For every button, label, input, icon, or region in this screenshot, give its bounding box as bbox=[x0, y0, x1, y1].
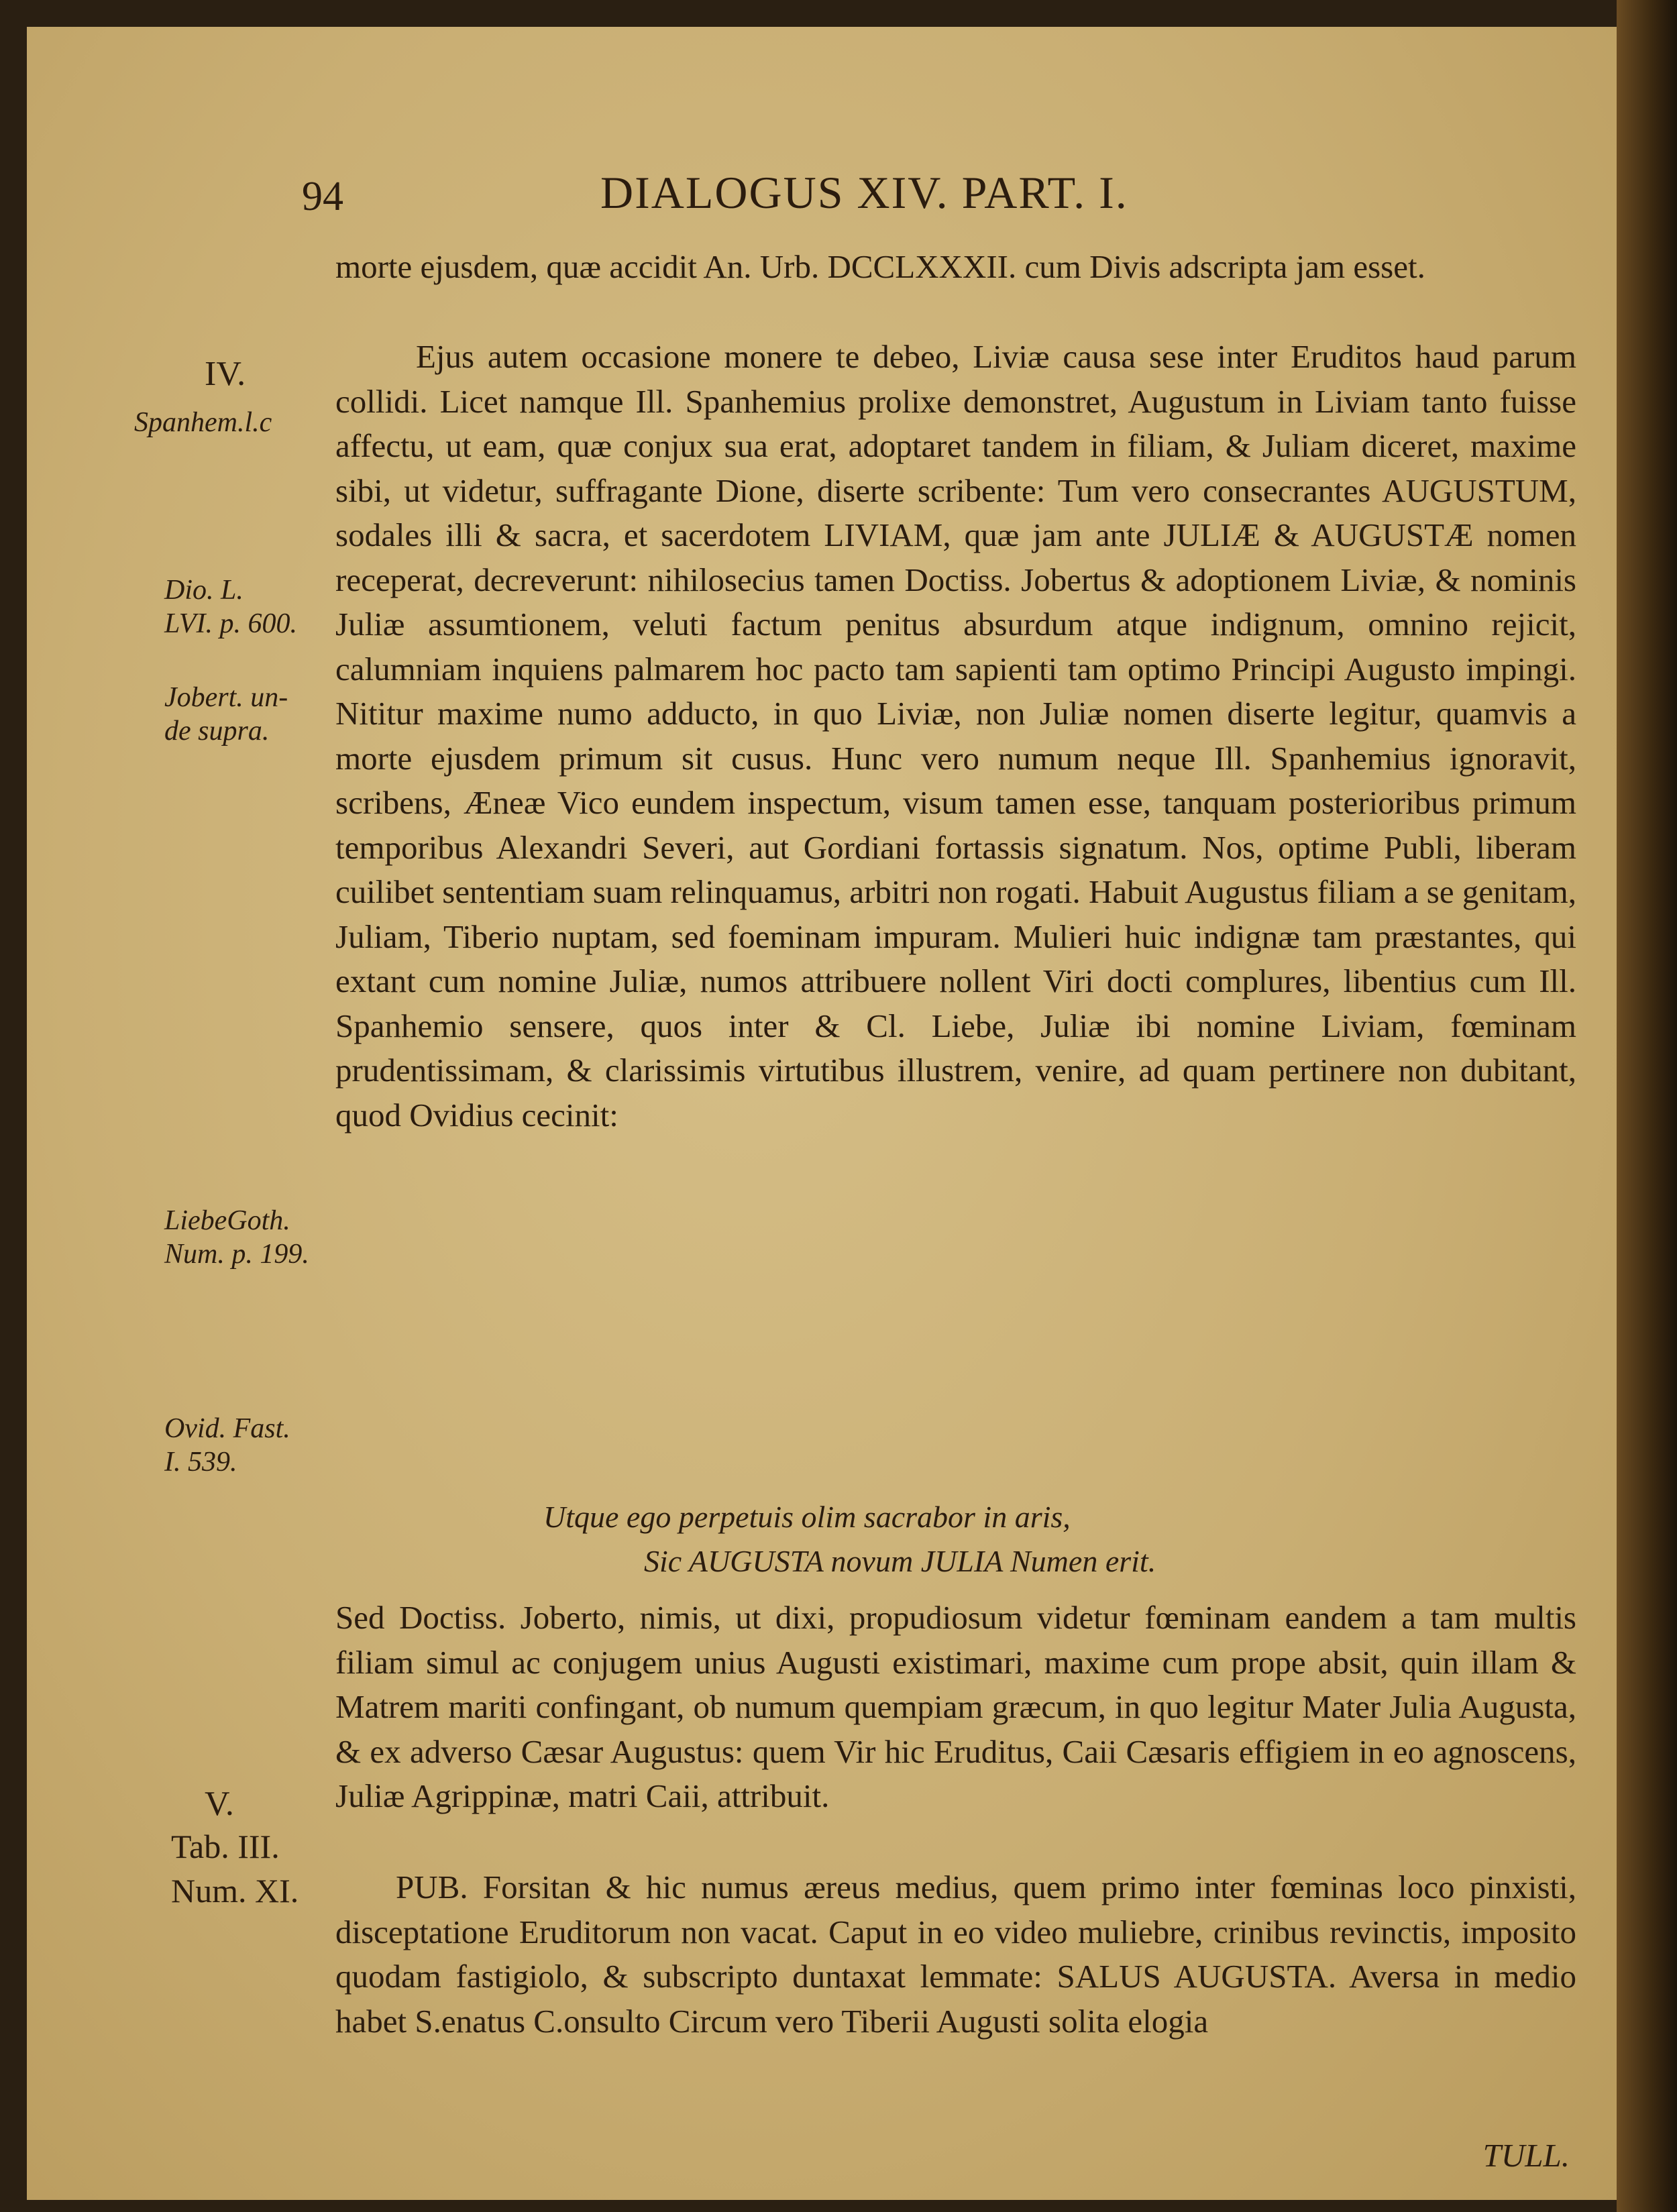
running-head: DIALOGUS XIV. PART. I. bbox=[600, 167, 1128, 218]
margin-note-liebe: LiebeGoth. Num. p. 199. bbox=[164, 1205, 309, 1270]
verse-line: Utque ego perpetuis olim sacrabor in aris, bbox=[543, 1500, 1071, 1534]
book-spine-shadow bbox=[1617, 0, 1677, 2212]
paragraph: Ejus autem occasione monere te debeo, Liviæ causa sese inter Eruditos haud parum collidi. Licet namque Ill. Spanhemius prolixe demonstret, Augustum in Liviam tanto fuisse affectu, ut eam, quæ conjux sua erat, adoptaret tandem in filiam, & Juliam diceret, maxime sibi, ut videtur, suffragante Dione, diserte scribente: Tum vero consecrantes AUGUSTUM, sodales illi & sacra, et sacerdotem LIVIAM, quæ jam ante JULIÆ & AUGUSTÆ nomen receperat, decreverunt: nihilosecius tamen Doctiss. Jobertus & adoptionem Liviæ, & nominis Juliæ assumtionem, veluti factum penitus absurdum atque indignum, omnino rejicit, calumniam inquiens palmarem hoc pacto tam sapienti tam optimo Principi Augusto impingi. Nititur maxime numo adducto, in quo Liviæ, non Juliæ nomen diserte legitur, quamvis a morte ejusdem primum sit cusus. Hunc vero numum neque Ill. Spanhemius ignoravit, scribens, Æneæ Vico eundem inspectum, visum tamen esse, tanquam posterioribus primum temporibus Alexandri Severi, aut Gordiani fortassis signatum. Nos, optime Publi, liberam cuilibet sententiam suam relinquamus, arbitri non rogati. Habuit Augustus filiam a se genitam, Juliam, Tiberio nuptam, sed foeminam impuram. Mulieri huic indignæ tam præstantes, qui extant cum nomine Juliæ, numos attribuere nollent Viri docti complures, libentius cum Ill. Spanhemio sensere, quos inter & Cl. Liebe, Juliæ ibi nomine Liviam, fœminam prudentissimam, & clarissimis virtutibus illustrem, venire, ad quam pertinere non dubitant, quod Ovidius cecinit: bbox=[335, 338, 1576, 1133]
page-header bbox=[295, 161, 1570, 228]
catchword: TULL. bbox=[1482, 2137, 1570, 2174]
margin-note-jobert: Jobert. un-de supra. bbox=[164, 682, 288, 746]
margin-note-spanheim: Spanhem.l.c bbox=[134, 407, 272, 438]
verse-line: Sic AUGUSTA novum JULIA Numen erit. bbox=[644, 1544, 1156, 1578]
paragraph: Sed Doctiss. Joberto, nimis, ut dixi, propudiosum videtur fœminam eandem a tam multis filiam simul ac conjugem unius Augusti existimari, maxime cum prope absit, quin illam & Matrem mariti confingant, ob numum quempiam græcum, in quo legitur Mater Julia Augusta, & ex adverso Cæsar Augustus: quem Vir hic Eruditus, Caii Cæsaris effigiem in eo agnoscens, Juliæ Agrippinæ, matri Caii, attribuit. bbox=[335, 1599, 1576, 1814]
book-page bbox=[27, 27, 1630, 2200]
margin-note-ovid: Ovid. Fast. I. 539. bbox=[164, 1413, 290, 1478]
margin-note-dio: Dio. L. LVI. p. 600. bbox=[164, 575, 297, 639]
paragraph: morte ejusdem, quæ accidit An. Urb. DCCLXXXII. cum Divis adscripta jam esset. bbox=[335, 248, 1425, 285]
section-number-iv: IV. bbox=[205, 355, 246, 393]
verse-quotation bbox=[335, 1495, 1576, 1596]
section-number-v: V. bbox=[205, 1785, 234, 1823]
paragraph: PUB. Forsitan & hic numus æreus medius, quem primo inter fœminas loco pinxisti, disceptatione Eruditorum non vacat. Caput in eo video muliebre, crinibus revinctis, imposito quodam fastigiolo, & subscripto duntaxat lemmate: SALUS AUGUSTA. Aversa in medio habet S.enatus C.onsulto Circum vero Tiberii Augusti solita elogia bbox=[335, 1869, 1576, 2040]
margin-note-tab: Tab. III. Num. XI. bbox=[171, 1828, 299, 1910]
main-text bbox=[335, 245, 1576, 2178]
page-number: 94 bbox=[302, 174, 343, 219]
